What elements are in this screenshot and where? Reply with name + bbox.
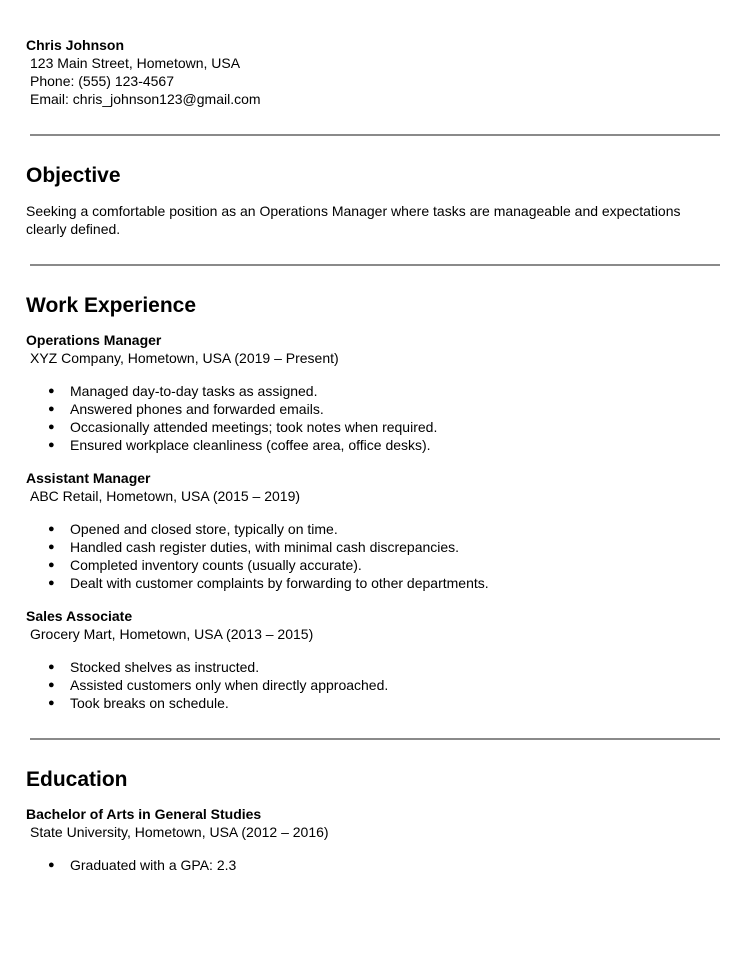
experience-section	[26, 293, 724, 712]
list-item: ● Graduated with a GPA: 2.3	[26, 856, 724, 874]
objective-section	[26, 163, 724, 238]
divider	[30, 264, 720, 266]
list-item: ● Assisted customers only when directly approached.	[26, 676, 724, 694]
candidate-name: Chris Johnson	[26, 37, 125, 53]
degree-title: Bachelor of Arts in General Studies	[26, 806, 262, 822]
list-item: ● Ensured workplace cleanliness (coffee area, office desks).	[26, 436, 724, 454]
list-item: ● Took breaks on schedule.	[26, 694, 724, 712]
list-item: ● Answered phones and forwarded emails.	[26, 400, 724, 418]
job-bullets	[26, 658, 724, 712]
objective-text: Seeking a comfortable position as an Operations Manager where tasks are manageable and expectations clearly defined.	[26, 203, 681, 237]
list-item: ● Dealt with customer complaints by forwarding to other departments.	[26, 574, 724, 592]
list-item: ● Managed day-to-day tasks as assigned.	[26, 382, 724, 400]
list-item: ● Opened and closed store, typically on time.	[26, 520, 724, 538]
job-meta: Grocery Mart, Hometown, USA (2013 – 2015)	[30, 626, 314, 642]
objective-heading: Objective	[26, 164, 121, 187]
job-meta: ABC Retail, Hometown, USA (2015 – 2019)	[30, 488, 301, 504]
contact-header	[26, 0, 724, 108]
divider	[30, 134, 720, 136]
job-title: Sales Associate	[26, 608, 133, 624]
education-section	[26, 767, 724, 874]
experience-heading: Work Experience	[26, 294, 197, 317]
job-title: Operations Manager	[26, 332, 162, 348]
address-line: 123 Main Street, Hometown, USA	[30, 55, 241, 71]
list-item: ● Completed inventory counts (usually accurate).	[26, 556, 724, 574]
job-entry	[26, 331, 724, 454]
job-bullets	[26, 520, 724, 592]
education-bullets	[26, 856, 724, 874]
job-entry	[26, 607, 724, 712]
job-entry	[26, 469, 724, 592]
phone-line: Phone: (555) 123-4567	[30, 73, 174, 89]
school-meta: State University, Hometown, USA (2012 – 2016)	[30, 824, 329, 840]
job-title: Assistant Manager	[26, 470, 151, 486]
job-bullets	[26, 382, 724, 454]
list-item: ● Stocked shelves as instructed.	[26, 658, 724, 676]
divider	[30, 738, 720, 740]
education-heading: Education	[26, 768, 128, 791]
job-meta: XYZ Company, Hometown, USA (2019 – Present)	[30, 350, 339, 366]
list-item: ● Occasionally attended meetings; took notes when required.	[26, 418, 724, 436]
email-line: Email: chris_johnson123@gmail.com	[30, 91, 261, 107]
list-item: ● Handled cash register duties, with minimal cash discrepancies.	[26, 538, 724, 556]
